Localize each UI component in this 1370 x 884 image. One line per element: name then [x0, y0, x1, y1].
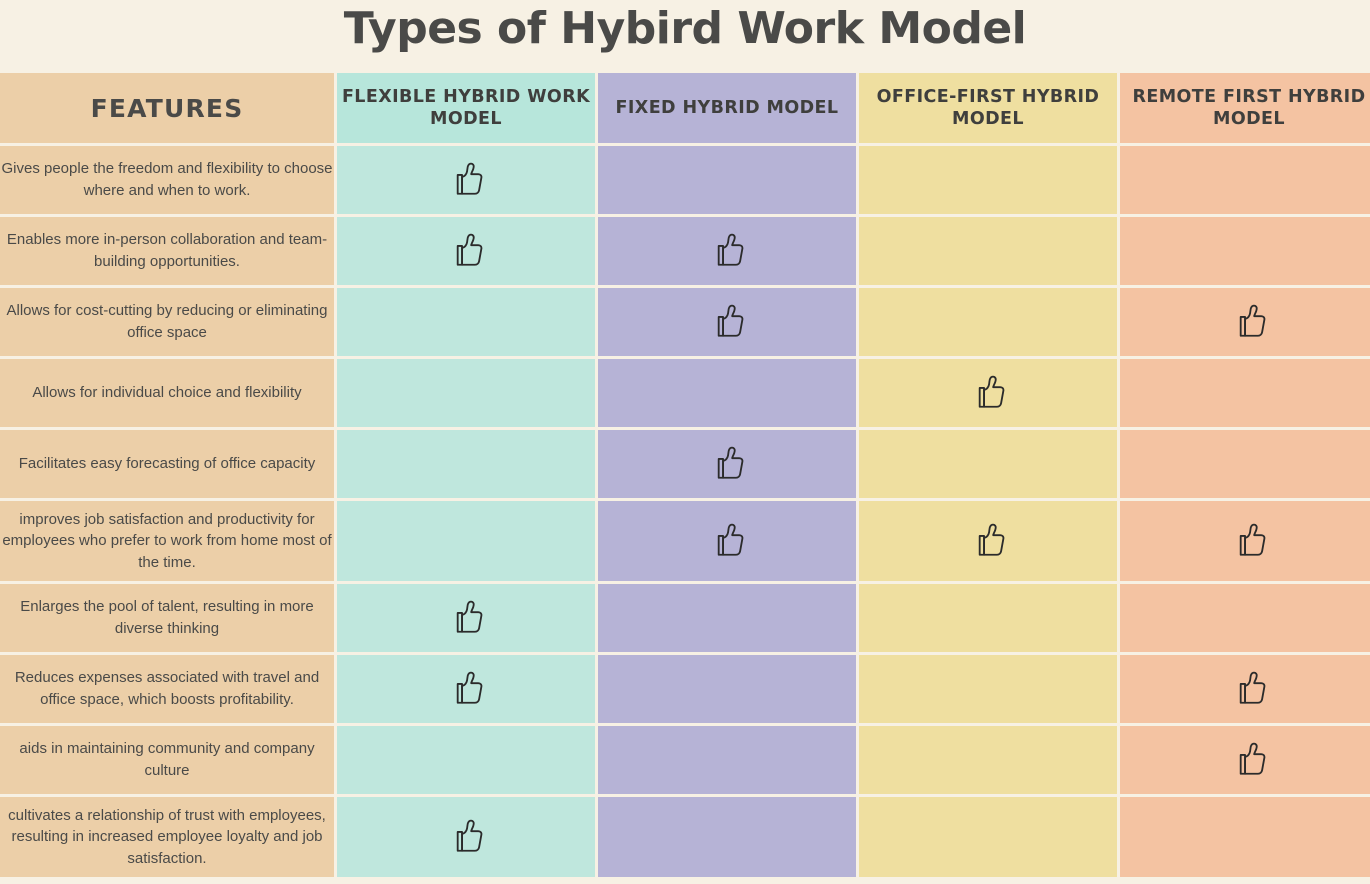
thumbs-up-icon [1228, 518, 1270, 560]
cell-flexible-hybrid [337, 217, 595, 285]
cell-remote-first [1120, 726, 1370, 794]
thumbs-up-icon [445, 157, 487, 199]
cell-remote-first [1120, 146, 1370, 214]
thumbs-up-icon [706, 518, 748, 560]
table-header-row [0, 73, 1370, 143]
cell-office-first [859, 430, 1117, 498]
cell-flexible-hybrid [337, 797, 595, 877]
cell-flexible-hybrid [337, 430, 595, 498]
thumbs-up-icon [1228, 666, 1270, 708]
cell-fixed-hybrid [598, 501, 856, 581]
thumbs-up-icon [1228, 299, 1270, 341]
table-row [0, 584, 1370, 652]
table-row [0, 288, 1370, 356]
cell-remote-first [1120, 655, 1370, 723]
cell-fixed-hybrid [598, 655, 856, 723]
thumbs-up-icon [445, 595, 487, 637]
feature-label: Allows for individual choice and flexibility [0, 359, 334, 427]
cell-office-first [859, 797, 1117, 877]
feature-label: Enables more in-person collaboration and team-building opportunities. [0, 217, 334, 285]
table-row [0, 655, 1370, 723]
thumbs-up-icon [706, 228, 748, 270]
cell-office-first [859, 217, 1117, 285]
feature-label: aids in maintaining community and company culture [0, 726, 334, 794]
table-row [0, 797, 1370, 877]
cell-fixed-hybrid [598, 430, 856, 498]
cell-remote-first [1120, 217, 1370, 285]
cell-office-first [859, 288, 1117, 356]
table-row [0, 217, 1370, 285]
cell-flexible-hybrid [337, 584, 595, 652]
cell-fixed-hybrid [598, 584, 856, 652]
thumbs-up-icon [445, 228, 487, 270]
feature-label: cultivates a relationship of trust with employees, resulting in increased employee loyalty and job satisfaction. [0, 797, 334, 877]
cell-office-first [859, 584, 1117, 652]
table-row [0, 430, 1370, 498]
thumbs-up-icon [967, 370, 1009, 412]
cell-office-first [859, 655, 1117, 723]
page-title: Types of Hybird Work Model [343, 3, 1027, 54]
table-row [0, 726, 1370, 794]
cell-flexible-hybrid [337, 726, 595, 794]
thumbs-up-icon [1228, 737, 1270, 779]
cell-flexible-hybrid [337, 655, 595, 723]
cell-fixed-hybrid [598, 288, 856, 356]
cell-fixed-hybrid [598, 146, 856, 214]
cell-office-first [859, 146, 1117, 214]
cell-office-first [859, 359, 1117, 427]
cell-office-first [859, 501, 1117, 581]
table-row [0, 359, 1370, 427]
hybrid-work-model-table [0, 70, 1370, 880]
thumbs-up-icon [706, 441, 748, 483]
thumbs-up-icon [706, 299, 748, 341]
thumbs-up-icon [967, 518, 1009, 560]
cell-flexible-hybrid [337, 288, 595, 356]
cell-flexible-hybrid [337, 359, 595, 427]
cell-fixed-hybrid [598, 797, 856, 877]
cell-remote-first [1120, 359, 1370, 427]
column-header-features: FEATURES [0, 73, 334, 143]
thumbs-up-icon [445, 814, 487, 856]
cell-remote-first [1120, 584, 1370, 652]
column-header-flexible-hybrid: FLEXIBLE HYBRID WORK MODEL [337, 73, 595, 143]
table-row [0, 501, 1370, 581]
feature-label: Enlarges the pool of talent, resulting in more diverse thinking [0, 584, 334, 652]
feature-label: improves job satisfaction and productivity for employees who prefer to work from home most of the time. [0, 501, 334, 581]
cell-remote-first [1120, 430, 1370, 498]
feature-label: Allows for cost-cutting by reducing or eliminating office space [0, 288, 334, 356]
cell-flexible-hybrid [337, 501, 595, 581]
cell-fixed-hybrid [598, 217, 856, 285]
cell-remote-first [1120, 797, 1370, 877]
cell-remote-first [1120, 288, 1370, 356]
cell-flexible-hybrid [337, 146, 595, 214]
feature-label: Reduces expenses associated with travel and office space, which boosts profitability. [0, 655, 334, 723]
cell-fixed-hybrid [598, 726, 856, 794]
table-row [0, 146, 1370, 214]
feature-label: Facilitates easy forecasting of office capacity [0, 430, 334, 498]
column-header-remote-first: REMOTE FIRST HYBRID MODEL [1120, 73, 1370, 143]
cell-fixed-hybrid [598, 359, 856, 427]
cell-remote-first [1120, 501, 1370, 581]
feature-label: Gives people the freedom and flexibility to choose where and when to work. [0, 146, 334, 214]
column-header-office-first: OFFICE-FIRST HYBRID MODEL [859, 73, 1117, 143]
column-header-fixed-hybrid: FIXED HYBRID MODEL [598, 73, 856, 143]
cell-office-first [859, 726, 1117, 794]
thumbs-up-icon [445, 666, 487, 708]
